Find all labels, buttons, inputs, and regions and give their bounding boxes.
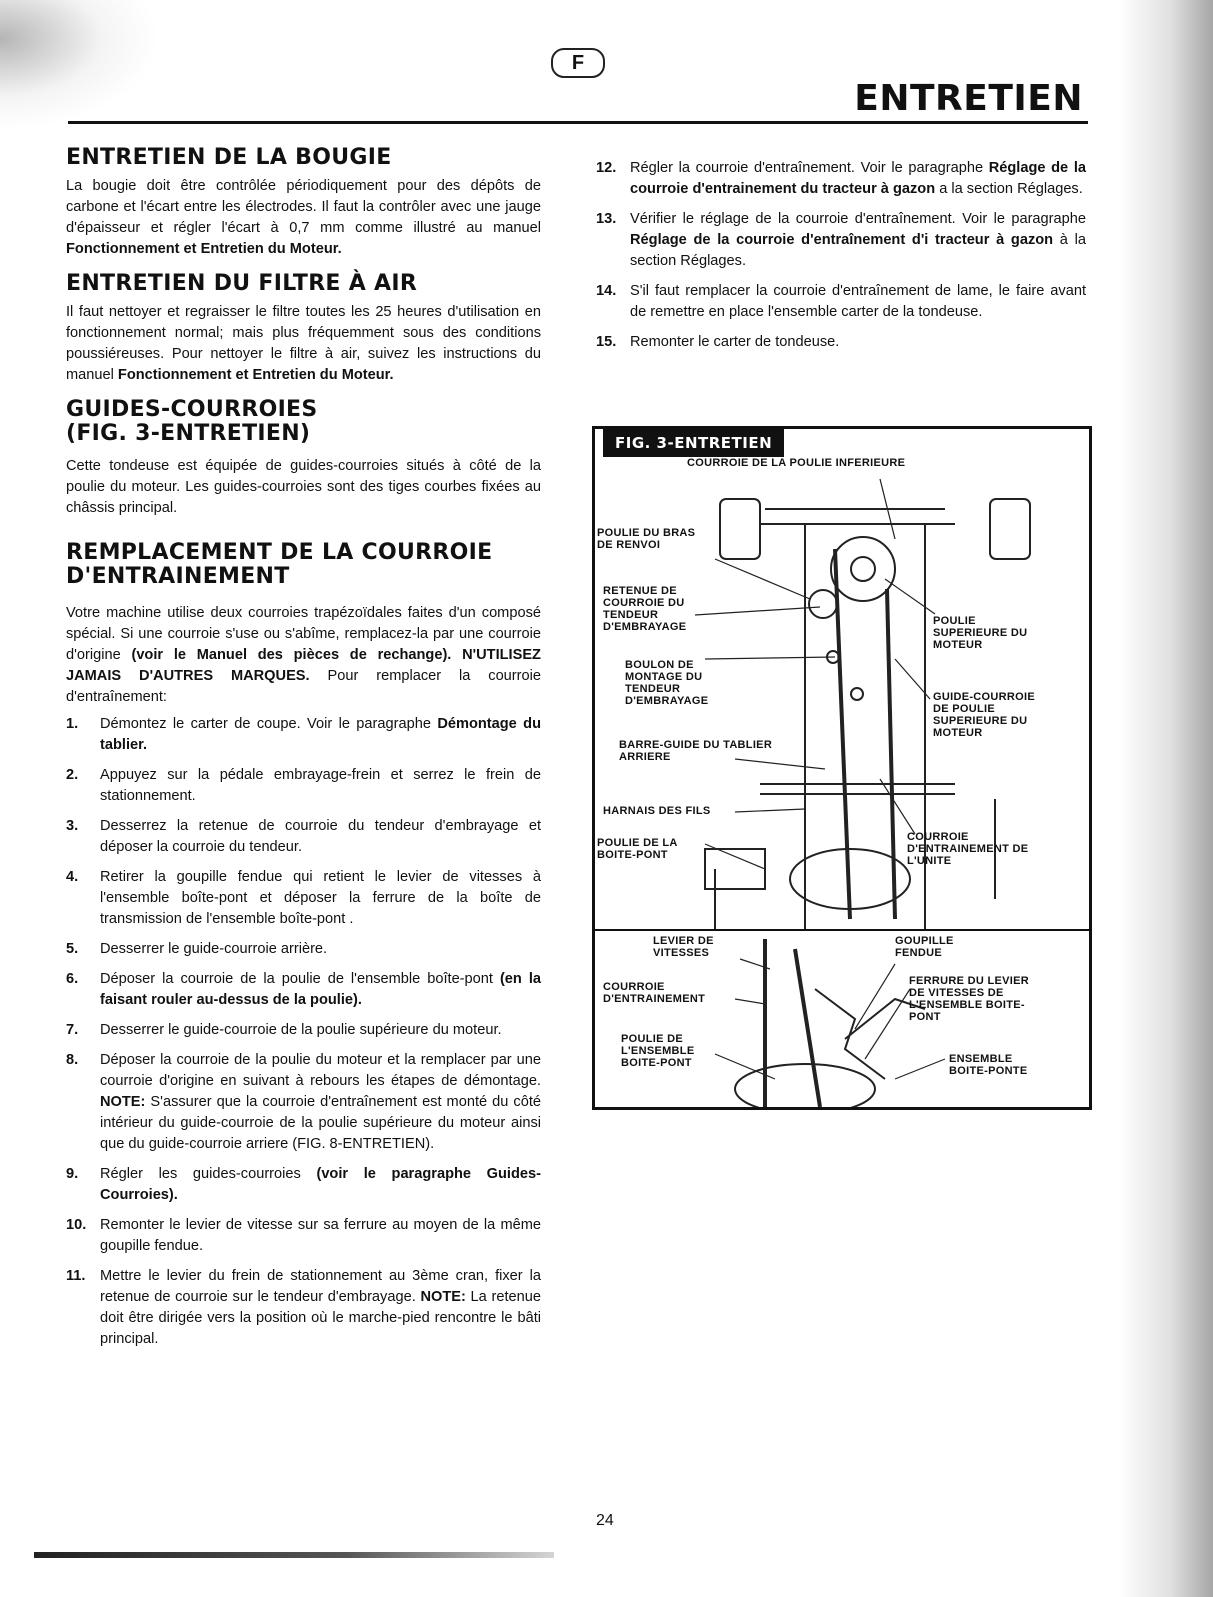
step-text-end: a la section Réglages.	[935, 181, 1083, 197]
leader-ferrure	[865, 989, 910, 1059]
drive-belt	[835, 549, 895, 919]
frame-rail	[760, 509, 955, 524]
step-text-bold: NOTE:	[420, 1289, 466, 1305]
leader-poulie-bras	[715, 559, 810, 599]
guides-heading-line2: (FIG. 3-ENTRETIEN)	[66, 421, 311, 446]
step-item	[596, 281, 1086, 323]
step-number: 6.	[66, 971, 79, 987]
step-text-bold: (en la faisant rouler au-dessus de la poulie).	[100, 971, 541, 1008]
callout-ferrure: FERRURE DU LEVIER DE VITESSES DE L'ENSEMBLE BOITE- PONT	[909, 975, 1029, 1023]
remplacement-heading	[66, 541, 541, 589]
leader-boulon	[705, 657, 835, 659]
step-number: 3.	[66, 818, 79, 834]
leader-courroie-entr	[735, 999, 765, 1004]
guides-paragraph: Cette tondeuse est équipée de guides-courroies situés à côté de la poulie du moteur. Les guides-courroies sont des tiges courbes fixées au châssis principal.	[66, 458, 541, 516]
step-number: 8.	[66, 1052, 79, 1068]
step-item	[66, 714, 541, 756]
step-text: Retirer la goupille fendue qui retient le levier de vitesses à l'ensemble boîte-pont et déposer la ferrure de la boîte de transmission de l'ensemble boîte-pont .	[100, 869, 541, 927]
step-item	[66, 939, 541, 960]
callout-poulie-superieure: POULIE SUPERIEURE DU MOTEUR	[933, 615, 1028, 651]
step-text: Vérifier le réglage de la courroie d'entraînement. Voir le paragraphe	[630, 211, 1086, 227]
step-text-bold: Démontage du tablier.	[100, 716, 541, 753]
leader-goupille	[855, 964, 895, 1029]
step-number: 11.	[66, 1268, 86, 1284]
right-column	[596, 158, 1086, 362]
leader-ensemble	[895, 1059, 945, 1079]
step-number: 15.	[596, 334, 617, 350]
leader-poulie-boite	[705, 844, 765, 869]
wheel-right-top	[990, 499, 1030, 559]
section-title: ENTRETIEN	[854, 78, 1083, 119]
step-text: S'il faut remplacer la courroie d'entraînement de lame, le faire avant de remettre en place l'ensemble carter de la tondeuse.	[630, 283, 1086, 320]
step-text-end: La retenue doit être dirigée vers la position où le marche-pied rencontre le bâti principal.	[100, 1289, 541, 1347]
step-item	[66, 1164, 541, 1206]
header-rule	[68, 121, 1088, 124]
filtre-heading: ENTRETIEN DU FILTRE À AIR	[66, 271, 418, 296]
page-number: 24	[596, 1512, 614, 1529]
remplacement-text-bold: (voir le Manuel des pièces de rechange). N'UTILISEZ JAMAIS D'AUTRES MARQUES.	[66, 647, 541, 684]
remplacement-text: Votre machine utilise deux courroies trapézoïdales faites d'un composé spécial. Si une courroie s'use ou s'abîme, remplacez-la par une courroie d'origine	[66, 605, 541, 663]
step-number: 10.	[66, 1217, 87, 1233]
step-number: 1.	[66, 716, 79, 732]
filtre-text: Il faut nettoyer et regraisser le filtre toutes les 25 heures d'utilisation en fonctionnement normal; mais plus fréquemment sous des conditions poussiéreuses. Pour nettoyer le filtre à air, suivez les instructions du manuel	[66, 304, 541, 383]
callout-retenue: RETENUE DE COURROIE DU TENDEUR D'EMBRAYAGE	[603, 585, 687, 633]
callout-courroie-unite: COURROIE D'ENTRAINEMENT DE L'UNITE	[907, 831, 1029, 867]
bougie-heading: ENTRETIEN DE LA BOUGIE	[66, 145, 392, 170]
bougie-paragraph	[66, 176, 541, 260]
step-item	[596, 209, 1086, 272]
remplacement-heading-line1: REMPLACEMENT DE LA COURROIE	[66, 540, 493, 565]
step-number: 7.	[66, 1022, 79, 1038]
step-number: 12.	[596, 160, 617, 176]
step-item	[66, 1215, 541, 1257]
step-text: Mettre le levier du frein de stationnement au 3ème cran, fixer la retenue de courroie sur le tendeur d'embrayage.	[100, 1268, 541, 1305]
scan-shadow-left	[0, 0, 160, 130]
callout-poulie-ensemble: POULIE DE L'ENSEMBLE BOITE-PONT	[621, 1033, 695, 1069]
step-text: Appuyez sur la pédale embrayage-frein et serrez le frein de stationnement.	[100, 767, 541, 804]
step-number: 4.	[66, 869, 79, 885]
step-item	[66, 765, 541, 807]
step-item	[596, 332, 1086, 353]
step-text-bold: Réglage de la courroie d'entrainement du tracteur à gazon	[630, 160, 1086, 197]
step-text: Desserrer le guide-courroie arrière.	[100, 941, 328, 957]
step-number: 9.	[66, 1166, 79, 1182]
remplacement-heading-line2: D'ENTRAINEMENT	[66, 564, 290, 589]
callout-poulie-bras: POULIE DU BRAS DE RENVOI	[597, 527, 696, 551]
step-text: Remonter le carter de tondeuse.	[630, 334, 840, 350]
language-badge: F	[551, 48, 605, 78]
callout-guide-courroie: GUIDE-COURROIE DE POULIE SUPERIEURE DU MOTEUR	[933, 691, 1035, 739]
callout-goupille: GOUPILLE FENDUE	[895, 935, 954, 959]
step-text: Régler les guides-courroies	[100, 1166, 317, 1182]
step-number: 14.	[596, 283, 617, 299]
footer-rule	[34, 1552, 554, 1558]
guides-heading-line1: GUIDES-COURROIES	[66, 397, 318, 422]
step-text: Déposer la courroie de la poulie de l'ensemble boîte-pont	[100, 971, 500, 987]
leader-poulie-sup	[885, 579, 935, 614]
leader-courroie-unite	[880, 779, 915, 834]
callout-boulon: BOULON DE MONTAGE DU TENDEUR D'EMBRAYAGE	[625, 659, 709, 707]
step-number: 2.	[66, 767, 79, 783]
callout-barre-guide: BARRE-GUIDE DU TABLIER ARRIERE	[619, 739, 773, 763]
step-text: Remonter le levier de vitesse sur sa ferrure au moyen de la même goupille fendue.	[100, 1217, 541, 1254]
figure-divider	[595, 929, 1089, 931]
step-text-bold: Réglage de la courroie d'entraînement d'i tracteur à gazon	[630, 232, 1054, 248]
step-item	[66, 867, 541, 930]
step-number: 5.	[66, 941, 79, 957]
bougie-text-bold: Fonctionnement et Entretien du Moteur.	[66, 241, 342, 257]
step-text-bold: NOTE:	[100, 1094, 146, 1110]
step-text-end: S'assurer que la courroie d'entraînement est monté du côté intérieur du guide-courroie de la poulie supérieure du moteur ainsi que du guide-courroie arriere (FIG. 8-ENTRETIEN).	[100, 1094, 541, 1152]
guides-heading	[66, 398, 541, 446]
callout-levier: LEVIER DE VITESSES	[653, 935, 714, 959]
step-text: Desserrez la retenue de courroie du tendeur d'embrayage et déposer la courroie du tendeur.	[100, 818, 541, 855]
step-item	[596, 158, 1086, 200]
callout-courroie-entrainement: COURROIE D'ENTRAINEMENT	[603, 981, 706, 1005]
callout-poulie-inferieure: COURROIE DE LA POULIE INFERIEURE	[687, 457, 906, 469]
right-steps-list	[596, 158, 1086, 353]
bougie-text: La bougie doit être contrôlée périodiquement pour des dépôts de carbone et l'écart entre les électrodes. Il faut la contrôler avec une jauge d'épaisseur et régler l'écart à 0,7 mm comme illustré au manuel	[66, 178, 541, 236]
filtre-paragraph	[66, 302, 541, 386]
lower-belt	[765, 939, 820, 1107]
bolt-2	[851, 688, 863, 700]
left-steps-list	[66, 714, 541, 1350]
left-column	[66, 146, 541, 1359]
callout-harnais: HARNAIS DES FILS	[603, 805, 711, 817]
step-text-end: à la section Réglages.	[630, 232, 1086, 269]
step-item	[66, 1266, 541, 1350]
step-item	[66, 816, 541, 858]
step-text: Démontez le carter de coupe. Voir le paragraphe	[100, 716, 438, 732]
step-text: Régler la courroie d'entraînement. Voir le paragraphe	[630, 160, 989, 176]
step-text: Déposer la courroie de la poulie du moteur et la remplacer par une courroie d'origine en suivant à rebours les étapes de démontage.	[100, 1052, 541, 1089]
step-item	[66, 1020, 541, 1041]
figure-3-entretien	[592, 426, 1092, 1110]
engine-pulley-hub	[851, 557, 875, 581]
idler-pulley	[809, 590, 837, 618]
filtre-text-bold: Fonctionnement et Entretien du Moteur.	[117, 367, 394, 383]
callout-ensemble: ENSEMBLE BOITE-PONTE	[949, 1053, 1028, 1077]
step-text-bold: (voir le paragraphe Guides-Courroies).	[100, 1166, 541, 1203]
callout-poulie-boite: POULIE DE LA BOITE-PONT	[597, 837, 678, 861]
scan-shadow-right	[1118, 0, 1213, 1597]
leader-retenue	[695, 607, 820, 615]
figure-label: FIG. 3-ENTRETIEN	[603, 429, 784, 457]
step-item	[66, 969, 541, 1011]
wheel-left-top	[720, 499, 760, 559]
step-number: 13.	[596, 211, 617, 227]
step-item	[66, 1050, 541, 1155]
step-text: Desserrer le guide-courroie de la poulie supérieure du moteur.	[100, 1022, 502, 1038]
remplacement-text-end: Pour remplacer la courroie d'entraînement:	[66, 668, 541, 705]
remplacement-paragraph	[66, 603, 541, 708]
leader-harnais	[735, 809, 805, 812]
